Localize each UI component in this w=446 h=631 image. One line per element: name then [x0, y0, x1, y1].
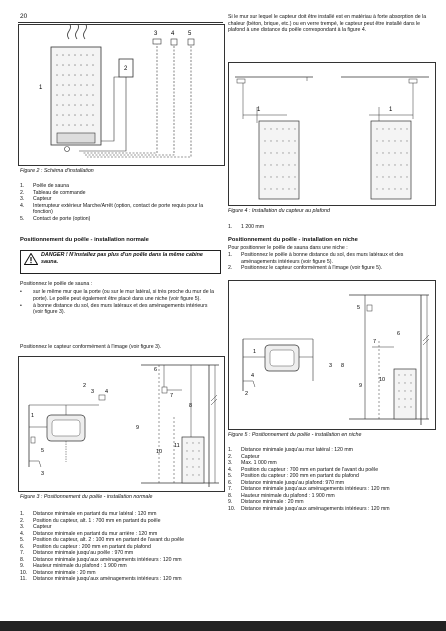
list-item: 6. Position du capteur : 200 mm en partant du plafond — [20, 543, 151, 550]
figure-3-drawing — [19, 357, 224, 491]
fig3-callout-7: 7 — [170, 393, 174, 399]
fig5-callout-1: 1 — [253, 349, 257, 355]
figure-3-caption: Figure 3 : Positionnement du poêle - installation normale — [20, 494, 153, 500]
fig3-callout-3b: 3 — [41, 471, 45, 477]
list-item: • sur le même mur que la porte (ou sur le mur latéral, si très proche du mur de la porte). Le poêle peut également être placé dans une niche (voir figure 5). — [20, 289, 215, 302]
fig3-callout-2: 2 — [83, 383, 87, 389]
fig3-callout-4: 4 — [105, 389, 109, 395]
figure-2-legend — [20, 183, 223, 222]
list-item: 10. Distance minimale : 20 mm — [20, 569, 96, 576]
figure-2-installation-diagram — [18, 24, 225, 166]
list-item: 8. Hauteur minimale du plafond : 1 900 mm — [228, 492, 335, 499]
switch — [171, 39, 177, 45]
sensor — [153, 39, 161, 44]
fig3-callout-3: 3 — [91, 389, 95, 395]
fig3-callout-6: 6 — [154, 367, 158, 373]
figure-3-diagram — [18, 356, 225, 492]
ceiling-sensor-intro: Si le mur sur lequel le capteur doit être installé est en matériau à forte absorption de la chaleur (béton, brique, etc.) ou en verre trempé, le capteur peut être installé dans le plafond à une distance du poêle correspondant à la figure 4. — [228, 14, 427, 33]
sensor-position-text: Positionnez le capteur conformément à l'image (voir figure 3). — [20, 344, 162, 350]
list-item: 1. Distance minimale jusqu'au mur latéral : 120 mm — [228, 447, 353, 453]
fig2-callout-4: 4 — [171, 31, 175, 37]
list-item: 1. Distance minimale en partant du mur latéral : 120 mm — [20, 511, 157, 517]
niche-intro: Pour positionner le poêle de sauna dans une niche : — [228, 245, 348, 251]
fig5-callout-9: 9 — [359, 383, 363, 389]
section-title-normal: Positionnement du poêle - installation normale — [20, 237, 149, 243]
fig3-callout-5: 5 — [41, 448, 45, 454]
header-rule — [18, 22, 223, 23]
list-item: 1. Positionnez le poêle à bonne distance du sol, des murs latéraux et des aménagements intérieurs (voir figure 5). — [228, 252, 404, 265]
normal-bullets — [20, 289, 215, 316]
list-item: 4. Interrupteur extérieur Marche/Arrêt (option, contact de porte requis pour la fonction) — [20, 202, 204, 215]
figure-5-legend — [228, 447, 434, 512]
fig2-callout-3: 3 — [154, 31, 158, 37]
list-item: 1. 1 200 mm — [228, 224, 265, 230]
fig5-callout-10: 10 — [379, 377, 386, 383]
heater-right — [371, 121, 411, 199]
fig2-callout-2: 2 — [124, 66, 128, 72]
list-item: 9. Distance minimale : 20 mm — [228, 499, 304, 505]
footer-bar — [0, 621, 446, 631]
figure-4-diagram — [228, 62, 436, 206]
list-item: 9. Hauteur minimale du plafond : 1 900 mm — [20, 563, 127, 569]
niche-steps — [228, 252, 434, 272]
list-item: 2. Positionnez le capteur conformément à l'image (voir figure 5). — [228, 265, 383, 271]
list-item: 3. Capteur — [20, 524, 52, 530]
list-item: 1. Poêle de sauna — [20, 183, 70, 189]
figure-5-diagram — [228, 280, 436, 430]
fig3-callout-8: 8 — [189, 403, 193, 409]
list-item: 3. Max. 1 000 mm — [228, 460, 277, 466]
danger-warning-box — [20, 250, 221, 274]
fig3-callout-1: 1 — [31, 413, 35, 419]
fig5-callout-8: 8 — [341, 363, 345, 369]
figure-4-drawing — [229, 63, 435, 205]
figure-4-legend — [228, 224, 264, 231]
list-item: 2. Position du capteur, alt. 1 : 700 mm en partant du poêle — [20, 517, 161, 524]
heater-side-view — [182, 437, 204, 483]
list-item: 11. Distance minimale jusqu'aux aménagements intérieurs : 120 mm — [20, 576, 182, 582]
fig5-callout-2: 2 — [245, 391, 249, 397]
list-item: 7. Distance minimale jusqu'aux aménagements intérieurs : 120 mm — [228, 486, 390, 492]
figure-3-legend — [20, 511, 225, 583]
list-item: 4. Position du capteur : 700 mm en partant de l'avant du poêle — [228, 466, 379, 473]
section-title-niche: Positionnement du poêle - installation en niche — [228, 237, 358, 243]
heater-body — [51, 47, 101, 145]
list-item: 7. Distance minimale jusqu'au poêle : 970 mm — [20, 550, 134, 556]
list-item: 10. Distance minimale jusqu'aux aménagements intérieurs : 120 mm — [228, 505, 390, 512]
list-item: 2. Tableau de commande — [20, 189, 86, 196]
list-item: 8. Distance minimale jusqu'aux aménagements intérieurs : 120 mm — [20, 556, 182, 563]
figure-5-caption: Figure 5 : Positionnement du poêle - installation en niche — [228, 432, 362, 438]
list-item: • à bonne distance du sol, des murs latéraux et des aménagements intérieurs (voir figure 3). — [20, 302, 208, 315]
list-item: 4. Distance minimale en partant du mur arrière : 120 mm — [20, 530, 158, 537]
fig5-callout-5: 5 — [357, 305, 361, 311]
heater-left — [259, 121, 299, 199]
fig5-callout-3: 3 — [329, 363, 333, 369]
heater-side-view-niche — [394, 369, 416, 419]
list-item: 6. Distance minimale jusqu'au plafond: 970 mm — [228, 479, 345, 486]
fig3-callout-9: 9 — [136, 425, 140, 431]
figure-4-caption: Figure 4 : Installation du capteur au plafond — [228, 208, 330, 214]
danger-text: DANGER ! N'installez pas plus d'un poêle dans la même cabine sauna. — [41, 252, 203, 265]
figure-5-drawing — [229, 281, 435, 429]
figure-2-drawing — [19, 25, 224, 165]
list-item: 5. Contact de porte (option) — [20, 215, 91, 222]
fig5-callout-7: 7 — [373, 339, 377, 345]
fig5-callout-4: 4 — [251, 373, 255, 379]
fig3-callout-11: 11 — [174, 443, 180, 449]
page-number: 20 — [20, 13, 28, 20]
door-contact — [188, 39, 194, 45]
fig2-callout-5: 5 — [188, 31, 192, 37]
figure-2-caption: Figure 2 : Schéma d'installation — [20, 168, 94, 174]
list-item: 2. Capteur — [228, 453, 260, 460]
fig2-callout-1: 1 — [39, 85, 43, 91]
list-item: 3. Capteur — [20, 196, 52, 202]
list-item: 5. Position du capteur, alt. 2 : 100 mm en partant de l'avant du poêle — [20, 537, 184, 543]
fig5-callout-6: 6 — [397, 331, 401, 337]
warning-icon — [24, 253, 38, 265]
fig4-callout-1-left: 1 — [257, 107, 261, 113]
fig3-callout-10: 10 — [156, 449, 163, 455]
list-item: 5. Position du capteur : 200 mm en partant du plafond — [228, 473, 359, 479]
normal-intro: Positionnez le poêle de sauna : — [20, 281, 93, 287]
fig4-callout-1-right: 1 — [389, 107, 393, 113]
